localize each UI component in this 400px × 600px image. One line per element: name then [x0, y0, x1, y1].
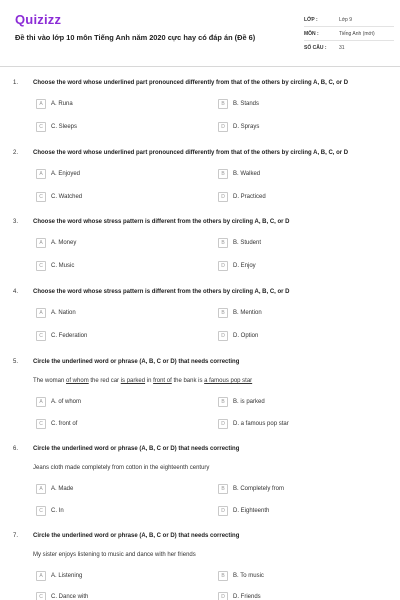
option-d[interactable] — [218, 330, 258, 342]
option-c[interactable] — [36, 260, 74, 272]
meta-key: MÔN : — [304, 30, 319, 37]
option-text: C. front of — [51, 421, 78, 427]
meta-row-class — [304, 13, 394, 27]
option-letter: D — [218, 331, 228, 341]
question-number: 5. — [13, 359, 19, 365]
option-b[interactable] — [218, 168, 260, 180]
option-letter: B — [218, 308, 228, 318]
option-letter: B — [218, 238, 228, 248]
option-text: C. Sleeps — [51, 124, 78, 130]
option-letter: D — [218, 592, 228, 600]
option-b[interactable] — [218, 237, 261, 249]
option-b[interactable] — [218, 570, 264, 582]
meta-row-count — [304, 41, 394, 55]
option-letter: C — [36, 192, 46, 202]
underlined-part-d: a famous pop star — [204, 378, 253, 384]
question-sentence — [33, 378, 393, 384]
option-a[interactable] — [36, 237, 76, 249]
meta-key: SỐ CÂU : — [304, 45, 327, 51]
option-d[interactable] — [218, 260, 256, 272]
option-b[interactable] — [218, 307, 262, 319]
option-c[interactable] — [36, 505, 64, 517]
option-a[interactable] — [36, 483, 73, 495]
underlined-part-c: front of — [153, 378, 172, 384]
option-letter: A — [36, 238, 46, 248]
option-text: C. Dance with — [51, 594, 89, 600]
document-title: Đề thi vào lớp 10 môn Tiếng Anh năm 2020 cực hay có đáp án (Đề 6) — [15, 33, 256, 42]
option-text: B. Completely from — [233, 486, 285, 492]
option-text: A. Runa — [51, 101, 73, 107]
option-letter: A — [36, 571, 46, 581]
option-a[interactable] — [36, 98, 73, 110]
meta-info-box — [304, 13, 394, 55]
sentence-part: in — [145, 378, 154, 384]
option-text: B. Stands — [233, 101, 260, 107]
option-text: C. Watched — [51, 194, 83, 200]
sentence-part: The woman — [33, 378, 67, 384]
quizizz-logo: Quizizz — [15, 12, 62, 27]
option-text: D. Practiced — [233, 194, 266, 200]
option-text: B. To music — [233, 573, 264, 579]
option-letter: C — [36, 592, 46, 600]
page-header — [0, 0, 400, 62]
option-text: D. Option — [233, 333, 259, 339]
question-prompt: Circle the underlined word or phrase (A, B, C or D) that needs correcting — [33, 533, 240, 539]
option-text: A. Money — [51, 240, 77, 246]
option-c[interactable] — [36, 121, 77, 133]
option-text: A. Enjoyed — [51, 171, 81, 177]
option-text: A. of whom — [51, 399, 82, 405]
option-a[interactable] — [36, 168, 80, 180]
option-c[interactable] — [36, 191, 82, 203]
underlined-part-b: is parked — [120, 378, 146, 384]
option-letter: C — [36, 506, 46, 516]
sentence-part: the red car — [88, 378, 121, 384]
option-text: B. Walked — [233, 171, 261, 177]
question-prompt: Choose the word whose underlined part pronounced differently from that of the others by circling A, B, C, or D — [33, 150, 349, 156]
question-prompt: Choose the word whose stress pattern is different from the others by circling A, B, C, or D — [33, 219, 290, 225]
option-text: A. Made — [51, 486, 74, 492]
option-c[interactable] — [36, 591, 88, 600]
option-d[interactable] — [218, 191, 266, 203]
meta-value: Tiếng Anh (mới) — [339, 30, 375, 37]
meta-value: Lớp 9 — [339, 16, 353, 23]
option-text: C. In — [51, 508, 64, 514]
option-d[interactable] — [218, 121, 259, 133]
option-text: B. Student — [233, 240, 262, 246]
option-letter: C — [36, 419, 46, 429]
option-text: D. Enjoy — [233, 263, 256, 269]
option-text: A. Listening — [51, 573, 83, 579]
option-letter: D — [218, 419, 228, 429]
option-letter: B — [218, 169, 228, 179]
question-number: 4. — [13, 289, 19, 295]
option-text: C. Federation — [51, 333, 88, 339]
question-number: 2. — [13, 150, 19, 156]
option-letter: D — [218, 122, 228, 132]
option-text: A. Nation — [51, 310, 76, 316]
option-text: D. Eighteenth — [233, 508, 270, 514]
question-number: 7. — [13, 533, 19, 539]
question-number: 1. — [13, 80, 19, 86]
option-letter: B — [218, 571, 228, 581]
question-prompt: Circle the underlined word or phrase (A, B, C or D) that needs correcting — [33, 359, 240, 365]
meta-value: 31 — [339, 45, 345, 51]
option-b[interactable] — [218, 483, 284, 495]
option-d[interactable] — [218, 505, 269, 517]
option-text: C. Music — [51, 263, 75, 269]
option-letter: D — [218, 261, 228, 271]
meta-key: LỚP : — [304, 16, 318, 23]
header-divider — [0, 66, 400, 67]
option-d[interactable] — [218, 418, 289, 430]
question-sentence: My sister enjoys listening to music and dance with her friends — [33, 552, 196, 558]
option-a[interactable] — [36, 570, 82, 582]
option-a[interactable] — [36, 307, 76, 319]
option-letter: B — [218, 397, 228, 407]
question-prompt: Choose the word whose stress pattern is different from the others by circling A, B, C, or D — [33, 289, 290, 295]
meta-row-subject — [304, 27, 394, 41]
option-c[interactable] — [36, 330, 87, 342]
option-letter: B — [218, 484, 228, 494]
option-b[interactable] — [218, 98, 259, 110]
question-prompt: Choose the word whose underlined part pronounced differently from that of the others by circling A, B, C, or D — [33, 80, 349, 86]
option-letter: C — [36, 331, 46, 341]
option-letter: C — [36, 122, 46, 132]
option-letter: A — [36, 308, 46, 318]
option-a[interactable] — [36, 396, 81, 408]
option-text: D. Sprays — [233, 124, 260, 130]
question-sentence: Jeans cloth made completely from cotton in the eighteenth century — [33, 465, 210, 471]
option-c[interactable] — [36, 418, 77, 430]
option-text: D. Friends — [233, 594, 261, 600]
option-d[interactable] — [218, 591, 261, 600]
underlined-part-a: of whom — [66, 378, 89, 384]
option-letter: B — [218, 99, 228, 109]
option-b[interactable] — [218, 396, 265, 408]
option-letter: D — [218, 192, 228, 202]
option-letter: C — [36, 261, 46, 271]
option-text: D. a famous pop star — [233, 421, 289, 427]
sentence-part: the bank is — [171, 378, 205, 384]
option-letter: A — [36, 99, 46, 109]
question-prompt: Circle the underlined word or phrase (A, B, C or D) that needs correcting — [33, 446, 240, 452]
question-number: 6. — [13, 446, 19, 452]
option-letter: A — [36, 169, 46, 179]
option-letter: A — [36, 484, 46, 494]
option-letter: D — [218, 506, 228, 516]
option-letter: A — [36, 397, 46, 407]
question-number: 3. — [13, 219, 19, 225]
option-text: B. is parked — [233, 399, 265, 405]
option-text: B. Mention — [233, 310, 262, 316]
